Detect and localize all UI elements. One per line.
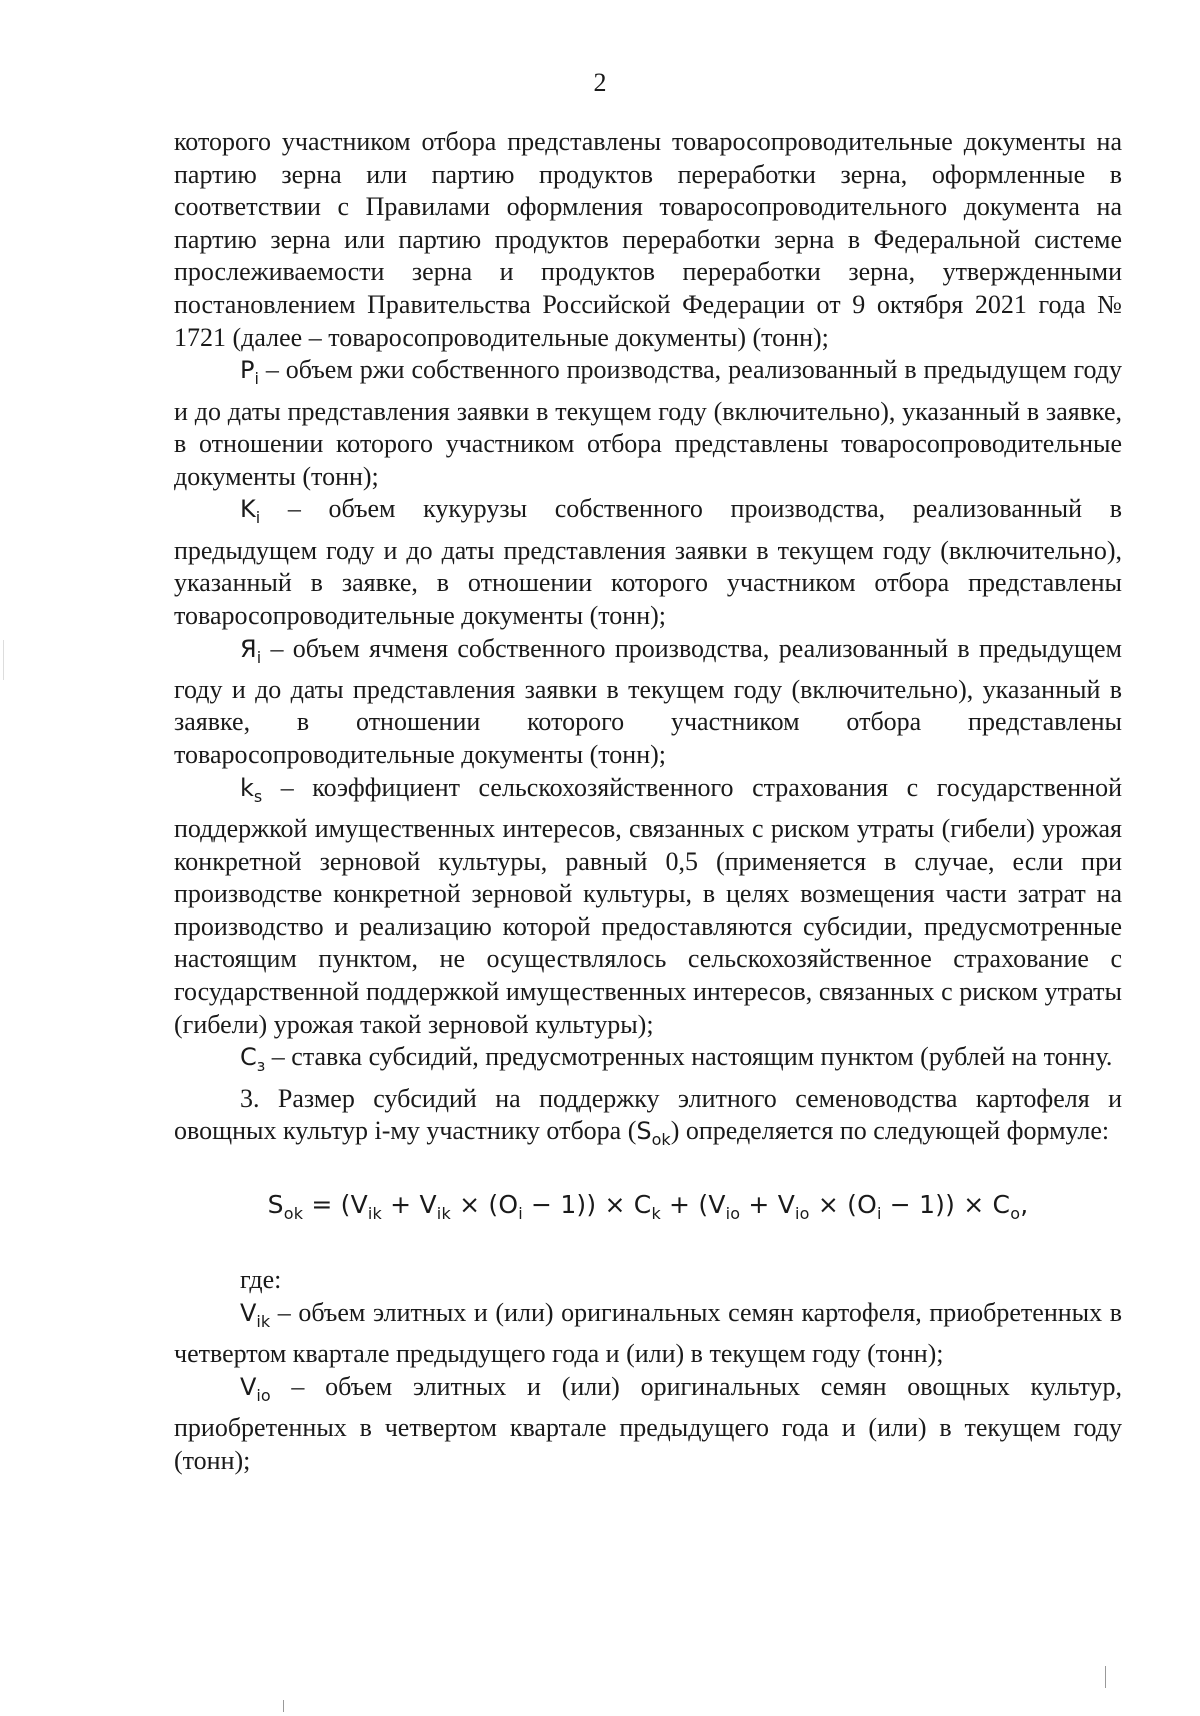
scan-speck	[3, 640, 4, 680]
paragraph-insurance-coefficient: $k_s$ – коэффициент сельскохозяйственного страхования с государственной поддержкой имущественных интересов, связанных с риском утраты (гибели) урожая конкретной зерновой культуры, равный 0,5 (применяется в случае, если при производстве конкретной зерновой культуры, в целях возмещения части затрат на производство и реализацию которой предоставляются субсидии, предусмотренные настоящим пунктом, не осуществлялось сельскохозяйственное страхование с государственной поддержкой имущественных интересов, связанных с риском утраты (гибели) урожая такой зерновой культуры);	[174, 772, 1122, 1039]
paragraph-vio: $V_{io}$ – объем элитных и (или) оригинальных семян овощных культур, приобретенных в четвертом квартале предыдущего года и (или) в текущем году (тонн);	[174, 1371, 1122, 1475]
symbol-sok: $S_{ok}$	[636, 1117, 671, 1149]
paragraph-corn: $K_i$ – объем кукурузы собственного производства, реализованный в предыдущем году и до даты представления заявки в текущем году (включительно), указанный в заявке, в отношении которого участником отбора представлены товаросопроводительные документы (тонн);	[174, 494, 1122, 630]
paragraph-section-3: 3. Размер субсидий на поддержку элитного семеноводства картофеля и овощных культур i-му участнику отбора $(S_{ok})$ определяется по следующей формуле:	[174, 1083, 1122, 1149]
symbol-vio: $V_{io}$	[240, 1372, 271, 1405]
paragraph-vik: $V_{ik}$ – объем элитных и (или) оригинальных семян картофеля, приобретенных в четвертом квартале предыдущего года и (или) в текущем году (тонн);	[174, 1297, 1122, 1369]
paragraph-subsidy-rate: $C_з$ – ставка субсидий, предусмотренных настоящим пунктом (рублей на тонну.	[240, 1042, 1113, 1076]
symbol-ks: $k_s$	[240, 773, 263, 806]
scan-speck	[1105, 1666, 1106, 1688]
formula-rhs: = $(V_{ik} + V_{ik} \times (O_i - 1)) \times C_k + (V_{io} + V_{io} \times (O_i - 1)) \times C_o$,	[311, 1189, 1029, 1223]
symbol-k: $K_i$	[240, 495, 261, 528]
symbol-cz: $C_з$	[240, 1043, 266, 1076]
document-body	[174, 126, 1122, 1477]
formula-sok: $S_{ok} = (V_{ik} + V_{ik} \times (O_i - 1)) \times C_k + (V_{io} + V_{io} \times (O_i - 1)) \times C_o$,	[267, 1189, 1029, 1223]
page-number: 2	[593, 68, 607, 97]
paragraph-rye: $P_i$ – объем ржи собственного производства, реализованный в предыдущем году и до даты представления заявки в текущем году (включительно), указанный в заявке, в отношении которого участником отбора представлены товаросопроводительные документы (тонн);	[174, 355, 1122, 491]
scan-speck	[283, 1700, 284, 1712]
symbol-p: $P_i$	[240, 356, 259, 388]
paragraph-continuation: которого участником отбора представлены товаросопроводительные документы на партию зерна или партию продуктов переработки зерна, оформленные в соответствии с Правилами оформления товаросопроводительного документа на партию зерна или партию продуктов переработки зерна в Федеральной системе прослеживаемости зерна и продуктов переработки зерна, утвержденными постановлением Правительства Российской Федерации от 9 октября 2021 года № 1721 (далее – товаросопроводительные документы) (тонн);	[174, 127, 1122, 352]
symbol-vik: $V_{ik}$	[240, 1298, 271, 1331]
symbol-ya: $Я_i$	[240, 634, 262, 667]
where-label: где:	[240, 1265, 282, 1295]
paragraph-barley: $Я_i$ – объем ячменя собственного производства, реализованный в предыдущем году и до даты представления заявки в текущем году (включительно), указанный в заявке, в отношении которого участником отбора представлены товаросопроводительные документы (тонн);	[174, 633, 1122, 770]
